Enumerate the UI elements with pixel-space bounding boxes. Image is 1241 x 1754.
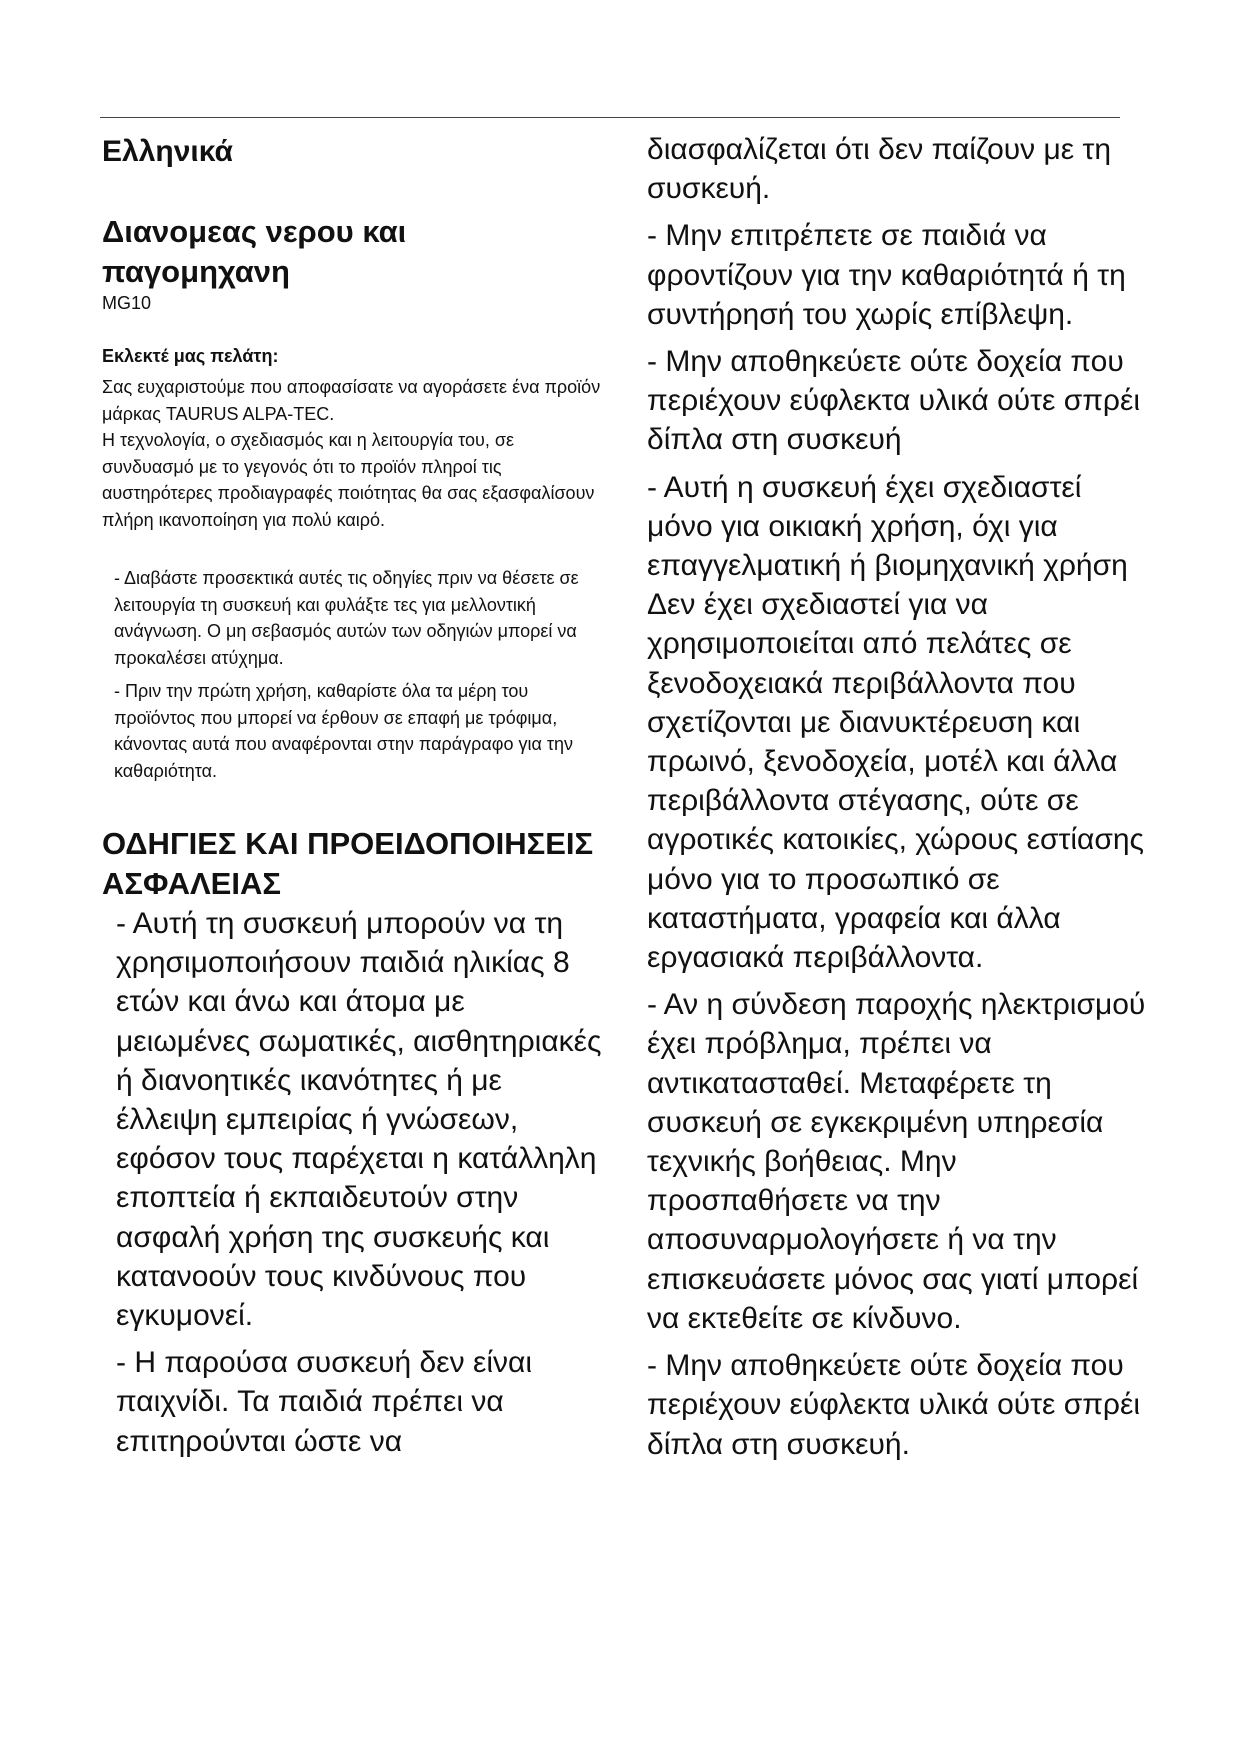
safety-item: - Μην επιτρέπετε σε παιδιά να φροντίζουν για την καθαριότητά ή τη συντήρησή του χωρίς επίβλεψη.	[647, 219, 1126, 331]
language-heading: Ελληνικά	[102, 135, 233, 168]
safety-item: - Αυτή τη συσκευή μπορούν να τη χρησιμοποιήσουν παιδιά ηλικίας 8 ετών και άνω και άτομα με μειωμένες σωματικές, αισθητηριακές ή διανοητικές ικανότητες ή με έλλειψη εμπειρίας ή γνώσεων, εφόσον τους παρέχεται η κατάλληλη εποπτεία ή εκπαιδευτούν στην ασφαλή χρήση της συσκευής και κατανοούν τους κινδύνους που εγκυμονεί.	[116, 907, 602, 1333]
model-number: MG10	[102, 293, 152, 313]
greeting-heading: Εκλεκτέ μας πελάτη:	[102, 346, 279, 366]
intro-text	[102, 374, 602, 533]
product-title: Διανομεας νερου και παγομηχανη	[102, 214, 407, 289]
note-item: - Πριν την πρώτη χρήση, καθαρίστε όλα τα μέρη του προϊόντος που μπορεί να έρθουν σε επαφή με τρόφιμα, κάνοντας αυτά που αναφέρονται στην παράγραφο για την καθαριότητα.	[114, 681, 573, 781]
left-column	[102, 130, 602, 1469]
right-column	[647, 130, 1147, 1472]
intro-paragraph: Η τεχνολογία, ο σχεδιασμός και η λειτουργία του, σε συνδυασμό με το γεγονός ότι το προϊόν πληροί τις αυστηρότερες προδιαγραφές ποιότητας θα σας εξασφαλίσουν πλήρη ικανοποίηση για πολύ καιρό.	[102, 430, 595, 530]
safety-item: - Αν η σύνδεση παροχής ηλεκτρισμού έχει πρόβλημα, πρέπει να αντικατασταθεί. Μεταφέρετε τη συσκευή σε εγκεκριμένη υπηρεσία τεχνικής βοήθειας. Μην προσπαθήσετε να την αποσυναρμολογήσετε ή να την επισκευάσετε μόνος σας γιατί μπορεί να εκτεθείτε σε κίνδυνο.	[647, 988, 1146, 1335]
safety-item: - Μην αποθηκεύετε ούτε δοχεία που περιέχουν εύφλεκτα υλικά ούτε σπρέι δίπλα στη συσκευή.	[647, 1349, 1141, 1461]
header-rule	[100, 117, 1120, 118]
safety-item: - Μην αποθηκεύετε ούτε δοχεία που περιέχουν εύφλεκτα υλικά ούτε σπρέι δίπλα στη συσκευή	[647, 345, 1141, 457]
note-item: - Διαβάστε προσεκτικά αυτές τις οδηγίες πριν να θέσετε σε λειτουργία τη συσκευή και φυλάξτε τες για μελλοντική ανάγνωση. Ο μη σεβασμός αυτών των οδηγιών μπορεί να προκαλέσει ατύχημα.	[114, 568, 579, 668]
notes-list	[102, 565, 602, 784]
safety-heading: ΟΔΗΓΙΕΣ ΚΑΙ ΠΡΟΕΙΔΟΠΟΙΗΣΕΙΣ ΑΣΦΑΛΕΙΑΣ	[102, 826, 594, 901]
safety-item: διασφαλίζεται ότι δεν παίζουν με τη συσκευή.	[647, 133, 1112, 206]
intro-paragraph: Σας ευχαριστούμε που αποφασίσατε να αγοράσετε ένα προϊόν μάρκας TAURUS ALPA-TEC.	[102, 377, 601, 424]
safety-item: - Αυτή η συσκευή έχει σχεδιαστεί μόνο για οικιακή χρήση, όχι για επαγγελματική ή βιομηχανική χρήση Δεν έχει σχεδιαστεί για να χρησιμοποιείται από πελάτες σε ξενοδοχειακά περιβάλλοντα που σχετίζονται με διανυκτέρευση και πρωινό, ξενοδοχεία, μοτέλ και άλλα περιβάλλοντα στέγασης, ούτε σε αγροτικές κατοικίες, χώρους εστίασης μόνο για το προσωπικό σε καταστήματα, γραφεία και άλλα εργασιακά περιβάλλοντα.	[647, 470, 1144, 975]
safety-item: - Η παρούσα συσκευή δεν είναι παιχνίδι. Τα παιδιά πρέπει να επιτηρούνται ώστε να	[116, 1346, 532, 1458]
